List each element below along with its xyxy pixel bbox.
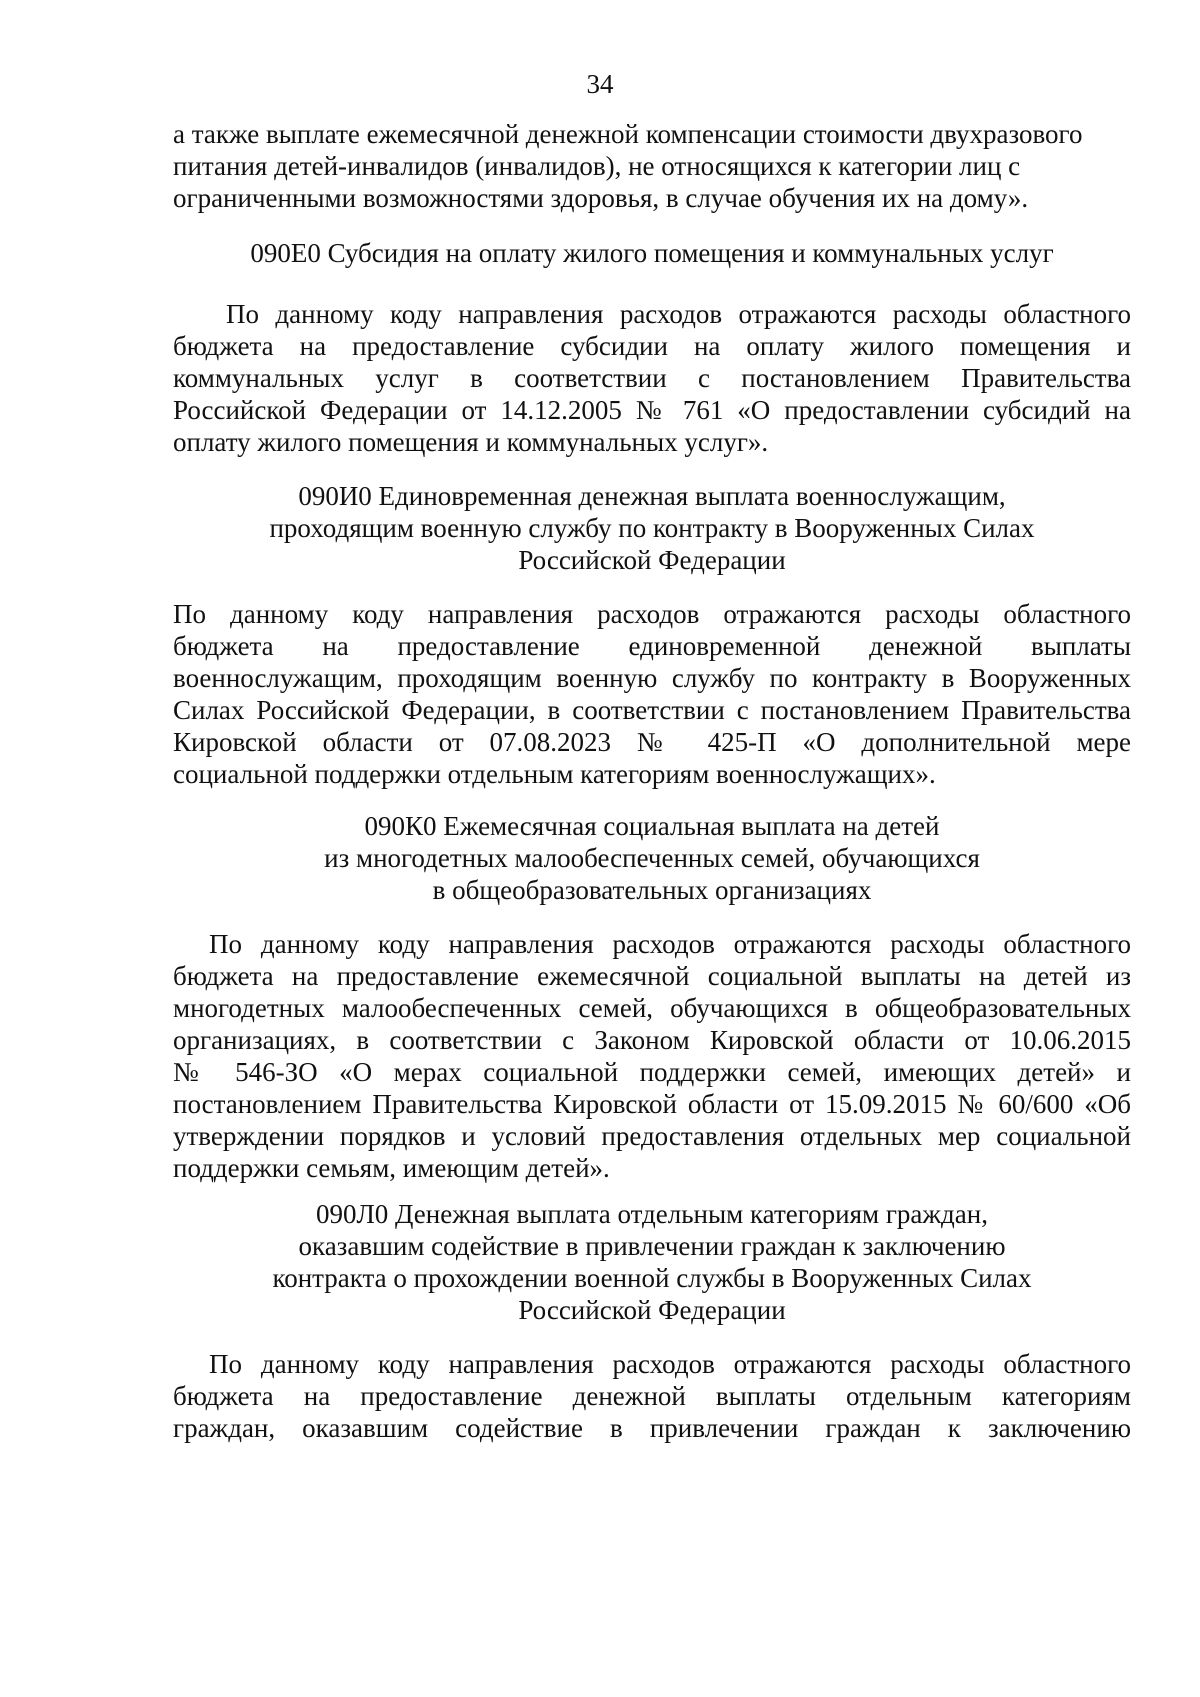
text-line: бюджета на предоставление субсидии на оплату жилого помещения и <box>173 331 1131 361</box>
text-line: постановлением Правительства Кировской области от 15.09.2015 № 60/600 «Об <box>173 1089 1131 1119</box>
text-line: По данному коду направления расходов отражаются расходы областного <box>209 929 1131 959</box>
text-line: бюджета на предоставление ежемесячной социальной выплаты на детей из <box>173 961 1131 991</box>
text-line: а также выплате ежемесячной денежной компенсации стоимости двухразового <box>173 119 1083 149</box>
paragraph-090K0 <box>173 928 1131 1184</box>
heading-line: 090Л0 Денежная выплата отдельным категориям граждан, <box>316 1199 988 1229</box>
heading-line: в общеобразовательных организациях <box>432 875 872 905</box>
text-line: По данному коду направления расходов отражаются расходы областного <box>173 599 1131 629</box>
text-line: Кировской области от 07.08.2023 № 425-П «О дополнительной мере <box>173 727 1131 757</box>
text-line: Российской Федерации от 14.12.2005 № 761 «О предоставлении субсидий на <box>173 395 1131 425</box>
section-heading-090L0 <box>173 1198 1131 1326</box>
text-line: социальной поддержки отдельным категориям военнослужащих». <box>173 759 936 789</box>
section-heading-090E0 <box>173 237 1131 269</box>
heading-line: 090Е0 Субсидия на оплату жилого помещения и коммунальных услуг <box>250 238 1054 268</box>
text-line: поддержки семьям, имеющим детей». <box>173 1153 610 1183</box>
text-line: По данному коду направления расходов отражаются расходы областного <box>209 1349 1131 1379</box>
text-line: Силах Российской Федерации, в соответствии с постановлением Правительства <box>173 695 1131 725</box>
paragraph-090E0 <box>173 298 1131 458</box>
heading-line: из многодетных малообеспеченных семей, обучающихся <box>324 843 980 873</box>
text-line: организациях, в соответствии с Законом Кировской области от 10.06.2015 <box>173 1025 1131 1055</box>
paragraph-continuation <box>173 118 1131 214</box>
section-heading-090K0 <box>173 810 1131 906</box>
heading-line: 090К0 Ежемесячная социальная выплата на детей <box>364 811 940 841</box>
text-line: граждан, оказавшим содействие в привлечении граждан к заключению <box>173 1413 1131 1443</box>
text-line: бюджета на предоставление денежной выплаты отдельным категориям <box>173 1381 1131 1411</box>
text-line: питания детей-инвалидов (инвалидов), не относящихся к категории лиц с <box>173 151 1021 181</box>
heading-line: Российской Федерации <box>518 545 786 575</box>
heading-line: 090И0 Единовременная денежная выплата военнослужащим, <box>298 481 1006 511</box>
text-line: № 546-ЗО «О мерах социальной поддержки семей, имеющих детей» и <box>173 1057 1131 1087</box>
text-line: бюджета на предоставление единовременной денежной выплаты <box>173 631 1131 661</box>
text-line: коммунальных услуг в соответствии с постановлением Правительства <box>173 363 1131 393</box>
text-line: По данному коду направления расходов отражаются расходы областного <box>226 299 1131 329</box>
paragraph-090I0 <box>173 598 1131 790</box>
heading-line: Российской Федерации <box>518 1295 786 1325</box>
text-line: оплату жилого помещения и коммунальных услуг». <box>173 427 769 457</box>
section-heading-090I0 <box>173 480 1131 576</box>
text-line: многодетных малообеспеченных семей, обучающихся в общеобразовательных <box>173 993 1131 1023</box>
page-number: 34 <box>586 69 614 99</box>
heading-line: контракта о прохождении военной службы в Вооруженных Силах <box>272 1263 1032 1293</box>
heading-line: оказавшим содействие в привлечении граждан к заключению <box>298 1231 1006 1261</box>
text-line: военнослужащим, проходящим военную службу по контракту в Вооруженных <box>173 663 1131 693</box>
paragraph-090L0 <box>173 1348 1131 1444</box>
text-line: ограниченными возможностями здоровья, в случае обучения их на дому». <box>173 183 1029 213</box>
heading-line: проходящим военную службу по контракту в Вооруженных Силах <box>269 513 1035 543</box>
text-line: утверждении порядков и условий предоставления отдельных мер социальной <box>173 1121 1131 1151</box>
